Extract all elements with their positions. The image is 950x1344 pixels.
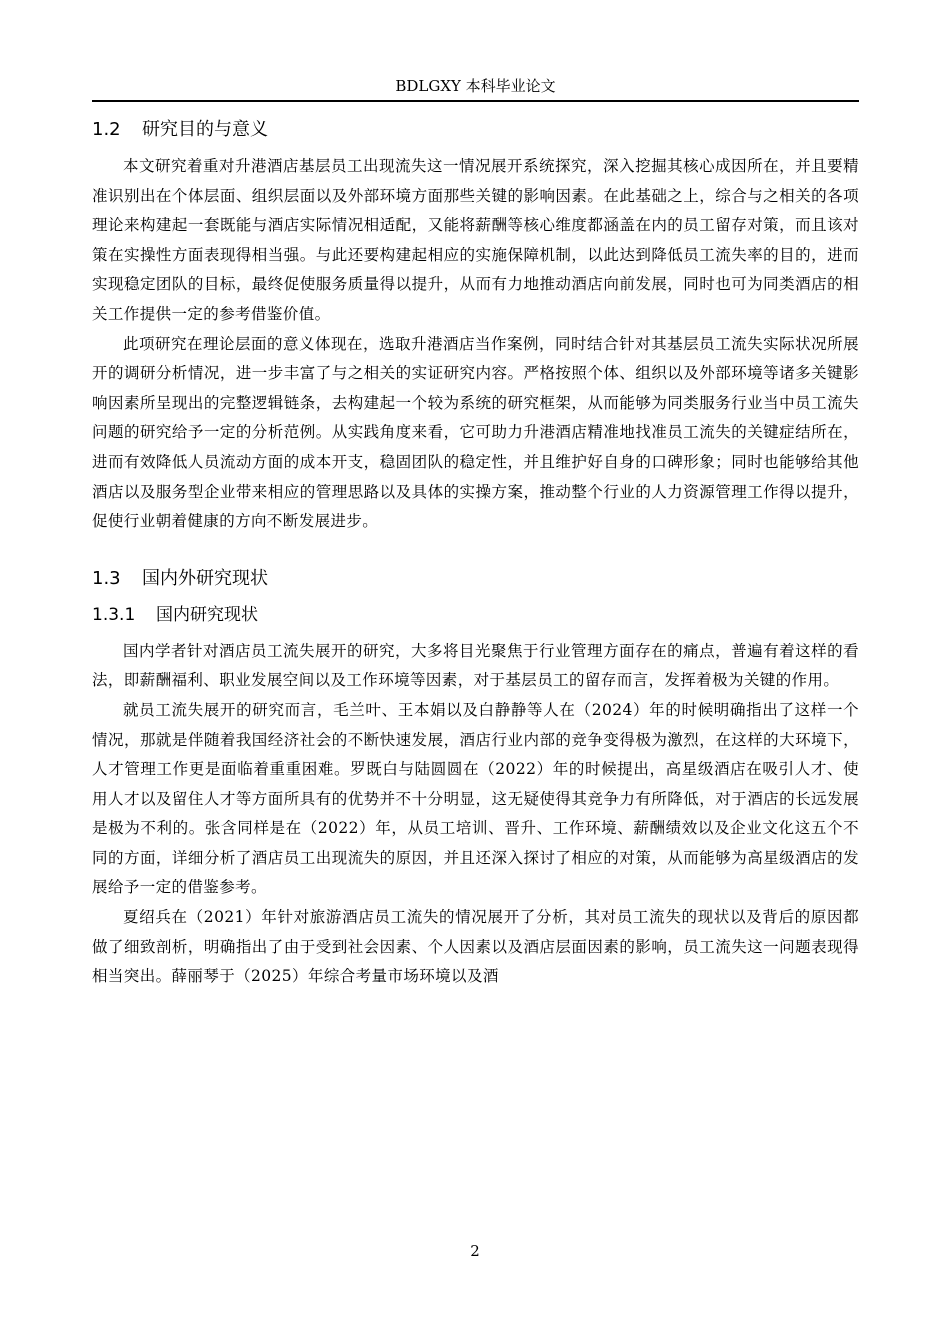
section-number: 1.2 [92, 119, 121, 140]
subsection-title: 国内研究现状 [156, 604, 258, 625]
paragraph: 国内学者针对酒店员工流失展开的研究，大多将目光聚焦于行业管理方面存在的痛点，普遍有着这样的看法，即薪酬福利、职业发展空间以及工作环境等因素，对于基层员工的留存而言，发挥着极为关键的作用。 [92, 641, 859, 690]
section-title: 国内外研究现状 [142, 567, 268, 589]
subsection-number: 1.3.1 [92, 604, 136, 625]
section-heading-1-2 [92, 116, 859, 144]
paragraph: 此项研究在理论层面的意义体现在，选取升港酒店当作案例，同时结合针对其基层员工流失实际状况所展开的调研分析情况，进一步丰富了与之相关的实证研究内容。严格按照个体、组织以及外部环境等诸多关键影响因素所呈现出的完整逻辑链条，去构建起一个较为系统的研究框架，从而能够为同类服务行业当中员工流失问题的研究给予一定的分析范例。从实践角度来看，它可助力升港酒店精准地找准员工流失的关键症结所在，进而有效降低人员流动方面的成本开支，稳固团队的稳定性，并且维护好自身的口碑形象；同时也能够给其他酒店以及服务型企业带来相应的管理思路以及具体的实操方案，推动整个行业的人力资源管理工作得以提升，促使行业朝着健康的方向不断发展进步。 [92, 334, 859, 531]
section-title: 研究目的与意义 [142, 119, 268, 140]
header-rule [92, 100, 859, 102]
section-heading-1-3 [92, 565, 859, 593]
paragraph: 就员工流失展开的研究而言，毛兰叶、王本娟以及白静静等人在（2024）年的时候明确指出了这样一个情况，那就是伴随着我国经济社会的不断快速发展，酒店行业内部的竞争变得极为激烈，在这样的大环境下，人才管理工作更是面临着重重困难。罗既白与陆圆圆在（2022）年的时候提出，高星级酒店在吸引人才、使用人才以及留住人才等方面所具有的优势并不十分明显，这无疑使得其竞争力有所降低，对于酒店的长远发展是极为不利的。张含同样是在（2022）年，从员工培训、晋升、工作环境、薪酬绩效以及企业文化这五个不同的方面，详细分析了酒店员工出现流失的原因，并且还深入探讨了相应的对策，从而能够为高星级酒店的发展给予一定的借鉴参考。 [92, 700, 859, 897]
running-header: BDLGXY 本科毕业论文 [395, 77, 556, 95]
section-number: 1.3 [92, 567, 121, 589]
page-body [92, 112, 859, 992]
page-number: 2 [470, 1242, 480, 1260]
paragraph: 夏绍兵在（2021）年针对旅游酒店员工流失的情况展开了分析，其对员工流失的现状以及背后的原因都做了细致剖析，明确指出了由于受到社会因素、个人因素以及酒店层面因素的影响，员工流失这一问题表现得相当突出。薛丽琴于（2025）年综合考量市场环境以及酒 [92, 908, 859, 986]
subsection-heading-1-3-1 [92, 601, 859, 629]
paragraph: 本文研究着重对升港酒店基层员工出现流失这一情况展开系统探究，深入挖掘其核心成因所在，并且要精准识别出在个体层面、组织层面以及外部环境方面那些关键的影响因素。在此基础之上，综合与之相关的各项理论来构建起一套既能与酒店实际情况相适配，又能将薪酬等核心维度都涵盖在内的员工留存对策，而且该对策在实操性方面表现得相当强。与此还要构建起相应的实施保障机制，以此达到降低员工流失率的目的，进而实现稳定团队的目标，最终促使服务质量得以提升，从而有力地推动酒店向前发展，同时也可为同类酒店的相关工作提供一定的参考借鉴价值。 [92, 157, 859, 323]
